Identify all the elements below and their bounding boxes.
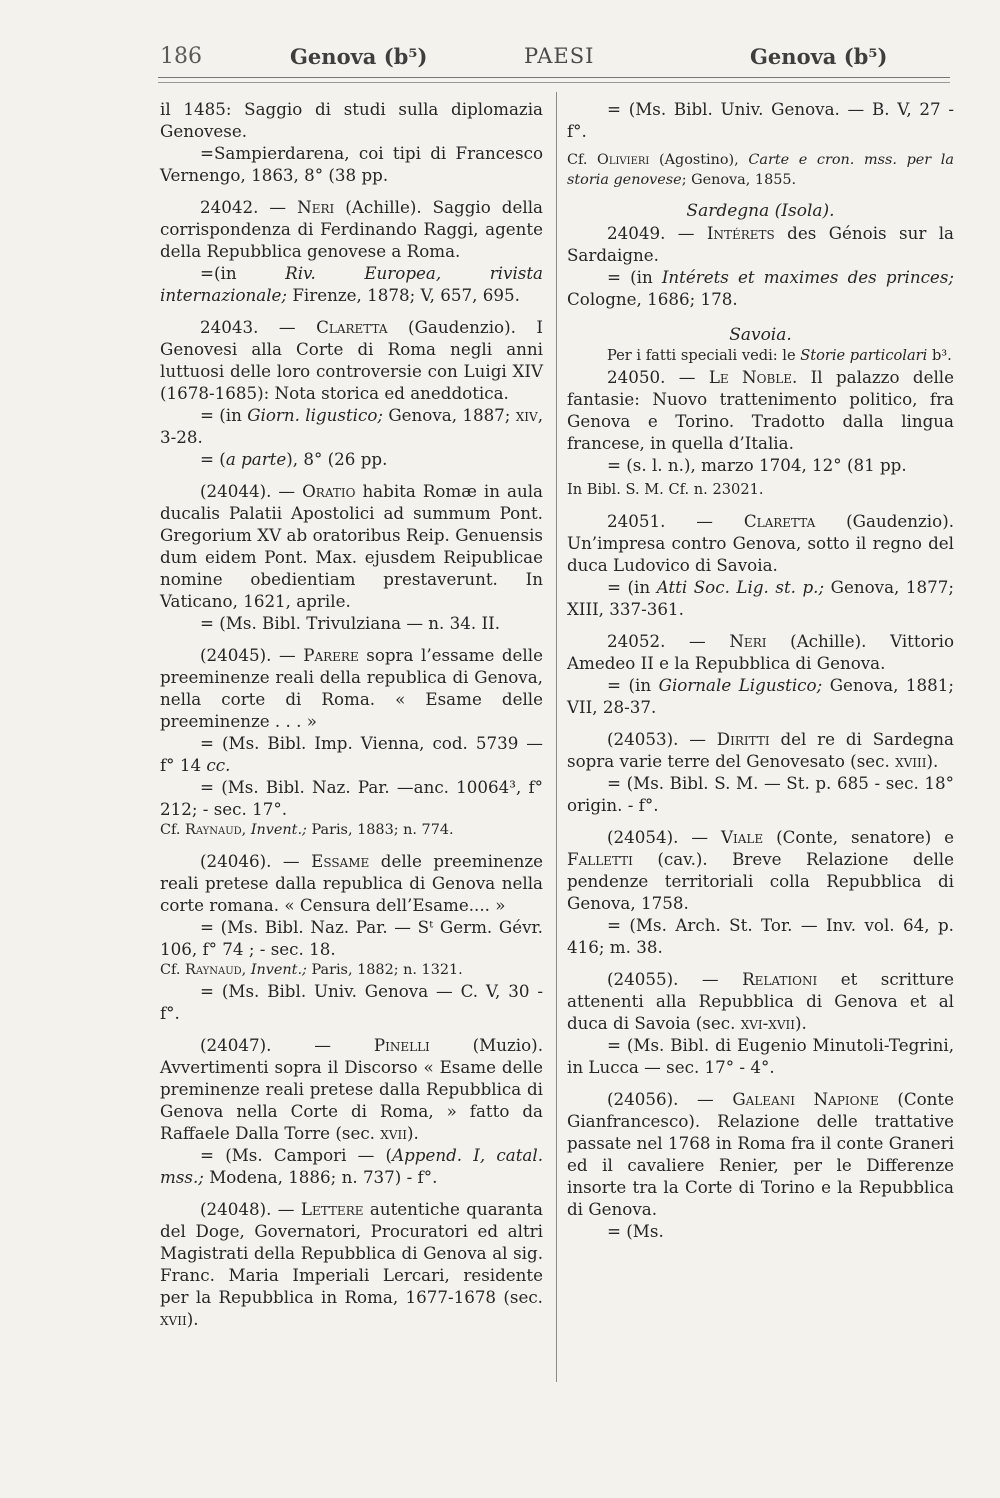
entry-coauthor: Falletti	[567, 849, 633, 869]
entry-title: autentiche quaranta del Doge, Governatori, Procuratori ed altri Magistrati della Repubblica di Genova al sig. Franc. Maria Imperiali Lercari, residente per la Repubblica in Roma, 1677-1678 (sec.	[160, 1199, 543, 1307]
entry-text: (24047). — Pinelli (Muzio). Avvertimenti sopra il Discorso « Esame delle preminenze reali pretese dalla Repubblica di Genova nella Corte di Roma, » fatto da Raffaele Dalla Torre (sec. xvii).	[160, 1035, 543, 1143]
entry-text: 24052. — Neri (Achille). Vittorio Amedeo II e la Repubblica di Genova.	[567, 631, 954, 673]
entry-number: 24051.	[607, 511, 666, 531]
entry-author: Parere	[303, 645, 359, 665]
entry-title-end: ).	[795, 1013, 807, 1033]
source-journal: Giornale Ligustico;	[658, 675, 823, 695]
source-prefix: = (Ms. Campori — (	[200, 1145, 393, 1165]
entry-title: habita Romæ in aula ducalis Palatii Apostolici ad summum Pont. Gregorium XV ab oratoribus Reip. Genuensis dum eidem Pont. Max. ejusdem Reipublicae nomine obedientiam prestaverunt. In Vaticano, 1621, aprile.	[160, 481, 544, 611]
entry-24051	[567, 510, 954, 620]
header-rule	[158, 77, 950, 78]
entry-title-end: ).	[186, 1309, 199, 1329]
entry-number: (24048).	[200, 1199, 272, 1219]
entry-24044	[160, 480, 543, 634]
entry-source: = (Ms.	[607, 1221, 664, 1241]
entry-24055	[567, 968, 954, 1078]
offprint-prefix: = (	[200, 449, 226, 469]
source-details: Firenze, 1878; V, 657, 695.	[287, 285, 520, 305]
source-prefix: = (in	[607, 675, 659, 695]
source-journal: Riv. Europea, rivista internazionale;	[160, 263, 543, 305]
entry-century: xvii	[160, 1309, 187, 1329]
entry-title: (Gaudenzio). I Genovesi alla Corte di Roma negli anni luttuosi delle loro controversie con Luigi XIV (1678-1685): Nota storica ed aneddotica.	[160, 317, 543, 403]
entry-title: des Génois sur la Sardaigne.	[567, 223, 954, 265]
entry-author: Claretta	[743, 511, 816, 531]
entry-title: et scritture attenenti alla Repubblica di Genova et al duca di Savoia (sec.	[567, 969, 954, 1033]
entry-number: (24046).	[200, 851, 272, 871]
entry-text: (24055). — Relationi et scritture attenenti alla Repubblica di Genova et al duca di Savoia (sec. xvi-xvii).	[567, 969, 954, 1033]
cite-details: Paris, 1883; n. 774.	[306, 822, 454, 838]
source-text: = (Ms. Bibl. Imp. Vienna, cod. 5739 — f° 14	[160, 733, 543, 775]
entry-24047	[160, 1034, 543, 1188]
source-details: Modena, 1886; n. 737) - f°.	[203, 1167, 438, 1187]
entry-author: Lettere	[300, 1199, 364, 1219]
entry-number: (24055).	[607, 969, 679, 989]
source-journal: Atti Soc. Lig. st. p.;	[656, 577, 825, 597]
entry-author: Diritti	[716, 729, 770, 749]
entry-citation	[567, 150, 954, 190]
entry-number: 24043.	[200, 317, 259, 337]
cite-author: Olivieri	[597, 152, 650, 168]
column-divider	[556, 92, 557, 1382]
entry-number: (24047).	[200, 1035, 272, 1055]
entry-number: (24054).	[607, 827, 679, 847]
entry-24049	[567, 222, 954, 310]
section-heading-savoia: Savoia.	[729, 325, 792, 345]
entry-century: xvii	[380, 1123, 407, 1143]
cite-details: Paris, 1882; n. 1321.	[306, 962, 463, 978]
entry-source	[160, 404, 543, 448]
entry-text: (24056). — Galeani Napione (Conte Gianfrancesco). Relazione delle trattative passate nel 1768 in Roma fra il conte Graneri ed il cavaliere Renier, per le Differenze insorte tra la Corte di Torino e la Repubblica di Genova.	[567, 1089, 954, 1219]
page-number: 186	[160, 44, 202, 69]
entry-author: Oratio	[302, 481, 356, 501]
entry-title: (Gaudenzio). Un’impresa contro Genova, sotto il regno del duca Ludovico di Savoia.	[567, 511, 955, 575]
entry-author: Neri	[729, 631, 767, 651]
cite-work: Invent.;	[250, 822, 307, 838]
cite-sep: ,	[241, 962, 251, 978]
entry-source: =Sampierdarena, coi tipi di Francesco Vernengo, 1863, 8° (38 pp.	[160, 143, 543, 185]
entry-author: Galeani Napione	[732, 1089, 879, 1109]
entry-text: (24044). — Oratio habita Romæ in aula ducalis Palatii Apostolici ad summum Pont. Gregorium XV ab oratoribus Reip. Genuensis dum eidem Pont. Max. ejusdem Reipublicae nomine obedientiam prestaverunt. In Vaticano, 1621, aprile.	[160, 481, 544, 611]
entry-24050	[567, 366, 954, 500]
entry-source: = (Ms. Arch. St. Tor. — Inv. vol. 64, p. 416; m. 38.	[567, 915, 954, 957]
entry-number: 24042.	[200, 197, 259, 217]
entry-24048	[160, 1198, 543, 1330]
entry-century: xvi-xvii	[740, 1013, 795, 1033]
entry-title: . Il palazzo delle fantasie: Nuovo trattenimento politico, fra Genova e Torino. Tradotto dalla lingua francese, in quella d’Italia.	[567, 367, 954, 453]
entry-title-end: ).	[926, 751, 939, 771]
entry-location-note: In Bibl. S. M. Cf. n. 23021.	[567, 481, 764, 498]
entry-title: (cav.). Breve Relazione delle pendenze territoriali colla Repubblica di Genova, 1758.	[567, 849, 954, 913]
entry-title: (Achille). Saggio della corrispondenza di Ferdinando Raggi, agente della Repubblica genovese a Roma.	[160, 197, 543, 261]
source-prefix: = (in	[607, 267, 662, 287]
entry-source: = (Ms. Bibl. Trivulziana — n. 34. II.	[200, 613, 501, 633]
cite-prefix: Cf.	[567, 152, 598, 168]
entry-source: = (s. l. n.), marzo 1704, 12° (81 pp.	[607, 455, 907, 475]
entry-24052	[567, 630, 954, 718]
entry-title: (Conte Gianfrancesco). Relazione delle trattative passate nel 1768 in Roma fra il conte Graneri ed il cavaliere Renier, per le Differenze insorte tra la Corte di Torino e la Repubblica di Genova.	[567, 1089, 954, 1219]
entry-text: 24043. — Claretta (Gaudenzio). I Genovesi alla Corte di Roma negli anni luttuosi delle loro controversie con Luigi XIV (1678-1685): Nota storica ed aneddotica.	[160, 317, 543, 403]
entry-title: del re di Sardegna sopra varie terre del Genovesato (sec.	[567, 729, 955, 771]
note-ref: Storie particolari	[800, 347, 928, 364]
entry-source: = (Ms. Bibl. Univ. Genova. — B. V, 27 - f°.	[567, 99, 954, 141]
entry-24053	[567, 728, 954, 816]
entry-continued	[567, 98, 954, 190]
entry-24056	[567, 1088, 954, 1242]
source-work: Intérets et maximes des princes;	[661, 267, 954, 287]
entry-24045	[160, 644, 543, 840]
cite-work: Invent.;	[250, 962, 307, 978]
header-rule-thin	[158, 82, 950, 83]
entry-source	[160, 262, 543, 306]
entry-text: (24046). — Essame delle preeminenze reali pretese dalla republica di Genova nella corte romana. « Censura dell’Esame.... »	[160, 851, 544, 915]
cite-author: Raynaud	[184, 962, 242, 978]
entry-author: Neri	[297, 197, 335, 217]
entry-citation	[160, 820, 543, 840]
entry-text: (24045). — Parere sopra l’essame delle preeminenze reali della republica di Genova, nella corte di Roma. « Esame delle preeminenze . . . »	[160, 645, 543, 731]
source-details: Genova, 1877; XIII, 337-361.	[567, 577, 954, 619]
entry-source	[567, 266, 954, 310]
entry-source	[160, 732, 543, 776]
entry-number: (24053).	[607, 729, 679, 749]
source-journal: Giorn. ligustico;	[247, 405, 384, 425]
offprint-details: ), 8° (26 pp.	[286, 449, 388, 469]
entry-text: 24049. — Intérets des Génois sur la Sardaigne.	[567, 223, 954, 265]
header-center-title: PAESI	[524, 44, 595, 68]
section-heading-sardegna: Sardegna (Isola).	[686, 201, 835, 221]
entry-title-end: ).	[406, 1123, 419, 1143]
entry-author: Relationi	[742, 969, 818, 989]
entry-24043	[160, 316, 543, 470]
entry-24042	[160, 196, 543, 306]
entry-number: (24056).	[607, 1089, 679, 1109]
entry-author-details: (Conte, senatore) e	[763, 827, 955, 847]
source-abbrev: cc.	[206, 755, 231, 775]
entry-author: Pinelli	[373, 1035, 430, 1055]
cite-prefix: Cf.	[160, 962, 185, 978]
cite-prefix: Cf.	[160, 822, 185, 838]
entry-source	[160, 1144, 543, 1188]
offprint-label: a parte	[225, 449, 287, 469]
source-prefix: = (in	[200, 405, 248, 425]
entry-author: Claretta	[316, 317, 388, 337]
note-text: Per i fatti speciali vedi: le	[607, 347, 801, 364]
entry-source	[567, 674, 954, 718]
entry-century: xviii	[895, 751, 927, 771]
entry-number: 24052.	[607, 631, 666, 651]
entry-title: sopra l’essame delle preeminenze reali della republica di Genova, nella corte di Roma. « Esame delle preeminenze . . . »	[160, 645, 543, 731]
entry-text: 24051. — Claretta (Gaudenzio). Un’impresa contro Genova, sotto il regno del duca Ludovico di Savoia.	[567, 511, 955, 575]
note-code: b³.	[927, 347, 952, 364]
entry-number: 24049.	[607, 223, 666, 243]
source-pages: , 3-28.	[160, 405, 544, 447]
right-column	[567, 98, 954, 1252]
entry-text: 24042. — Neri (Achille). Saggio della corrispondenza di Ferdinando Raggi, agente della Repubblica genovese a Roma.	[160, 197, 543, 261]
entry-title: (Achille). Vittorio Amedeo II e la Repubblica di Genova.	[567, 631, 954, 673]
entry-text: il 1485: Saggio di studi sulla diplomazia Genovese.	[160, 99, 543, 141]
cite-work: Carte e cron. mss. per la storia genovese	[567, 152, 954, 188]
source-catalog: Append. I, catal. mss.;	[160, 1145, 543, 1187]
entry-number: (24045).	[200, 645, 272, 665]
cite-author: Raynaud	[184, 822, 242, 838]
entry-continued	[160, 98, 543, 186]
cite-sep: ,	[241, 822, 251, 838]
entry-title: (Muzio). Avvertimenti sopra il Discorso « Esame delle preminenze reali pretese dalla Repubblica di Genova nella Corte di Roma, » fatto da Raffaele Dalla Torre (sec.	[160, 1035, 543, 1143]
running-header	[158, 38, 950, 78]
header-left-title: Genova (b⁵)	[290, 44, 428, 69]
left-column	[160, 98, 543, 1340]
entry-offprint	[160, 448, 543, 470]
entry-source: = (Ms. Bibl. S. M. — St. p. 685 - sec. 18° origin. - f°.	[567, 773, 954, 815]
source-prefix: = (in	[607, 577, 657, 597]
entry-title: delle preeminenze reali pretese dalla republica di Genova nella corte romana. « Censura dell’Esame.... »	[160, 851, 544, 915]
entry-number: (24044).	[200, 481, 272, 501]
source-details: Genova, 1881; VII, 28-37.	[567, 675, 955, 717]
entry-author: Le Noble	[708, 367, 793, 387]
entry-24054	[567, 826, 954, 958]
header-right-title: Genova (b⁵)	[750, 44, 888, 69]
entry-author: Intérets	[706, 223, 775, 243]
entry-source: = (Ms. Bibl. di Eugenio Minutoli-Tegrini, in Lucca — sec. 17° - 4°.	[567, 1035, 954, 1077]
entry-citation	[160, 960, 543, 980]
entry-24046	[160, 850, 543, 1024]
entry-source: = (Ms. Bibl. Naz. Par. — Sᵗ Germ. Gévr. 106, f° 74 ; - sec. 18.	[160, 917, 543, 959]
entry-text: (24054). — Viale (Conte, senatore) e Falletti (cav.). Breve Relazione delle pendenze territoriali colla Repubblica di Genova, 1758.	[567, 827, 955, 913]
entry-text: (24048). — Lettere autentiche quaranta del Doge, Governatori, Procuratori ed altri Magistrati della Repubblica di Genova al sig. Franc. Maria Imperiali Lercari, residente per la Repubblica in Roma, 1677-1678 (sec. xvii).	[160, 1199, 543, 1329]
source-prefix: =(in	[200, 263, 286, 283]
cite-sep: (Agostino),	[649, 152, 749, 168]
source-details: Genova, 1887;	[383, 405, 516, 425]
entry-source	[567, 576, 954, 620]
entry-text: (24053). — Diritti del re di Sardegna sopra varie terre del Genovesato (sec. xviii).	[567, 729, 955, 771]
entry-author: Essame	[311, 851, 370, 871]
cite-details: ; Genova, 1855.	[681, 172, 797, 188]
entry-number: 24050.	[607, 367, 666, 387]
entry-source: = (Ms. Bibl. Naz. Par. —anc. 10064³, f° 212; - sec. 17°.	[160, 777, 543, 819]
section-note	[567, 346, 954, 366]
entry-source: = (Ms. Bibl. Univ. Genova — C. V, 30 - f°.	[160, 981, 543, 1023]
source-volume: xiv	[515, 405, 538, 425]
entry-text: 24050. — Le Noble. Il palazzo delle fantasie: Nuovo trattenimento politico, fra Genova e Torino. Tradotto dalla lingua francese, in quella d’Italia.	[567, 367, 954, 453]
entry-author: Viale	[720, 827, 764, 847]
source-details: Cologne, 1686; 178.	[567, 289, 738, 309]
